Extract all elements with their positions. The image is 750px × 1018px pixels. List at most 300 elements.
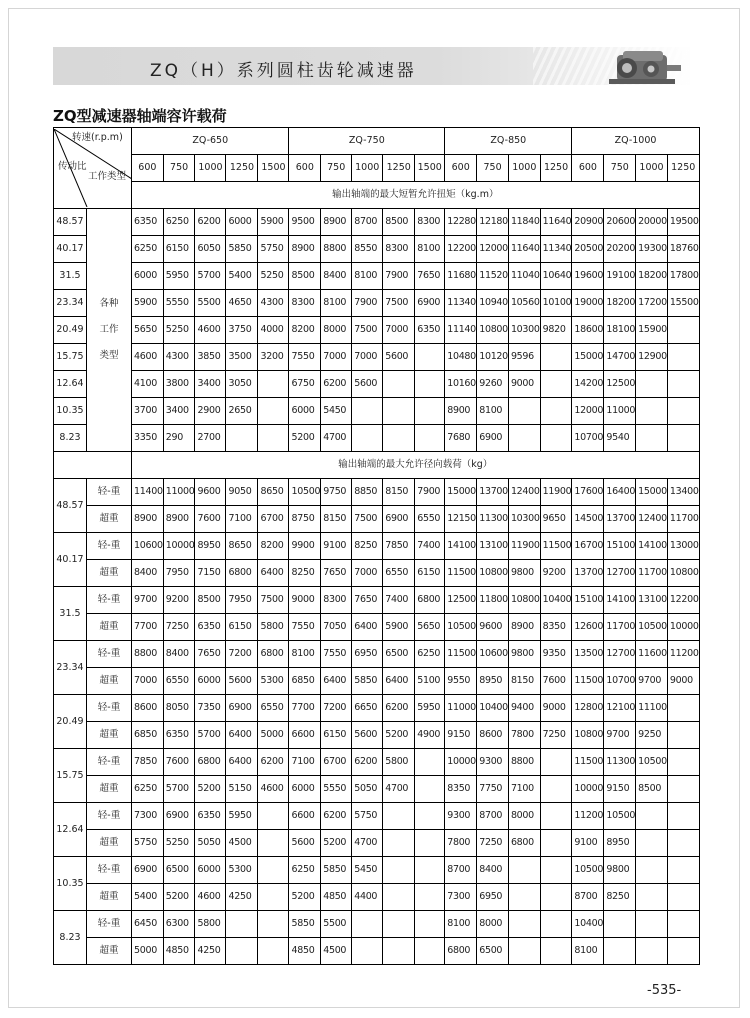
value-cell: 10160 bbox=[445, 371, 477, 398]
value-cell: 8700 bbox=[352, 209, 383, 236]
value-cell: 5700 bbox=[163, 776, 195, 803]
value-cell: 20000 bbox=[636, 209, 668, 236]
torque-row bbox=[54, 398, 700, 425]
page-header-title: ZQ（H）系列圆柱齿轮减速器 bbox=[150, 61, 417, 81]
value-cell: 5550 bbox=[321, 776, 352, 803]
value-cell: 3500 bbox=[226, 344, 258, 371]
value-cell: 5550 bbox=[163, 290, 195, 317]
value-cell: 19000 bbox=[572, 290, 604, 317]
work-type-cell: 轻-重 bbox=[87, 587, 132, 614]
value-cell: 6700 bbox=[321, 749, 352, 776]
ratio-cell: 40.17 bbox=[54, 533, 87, 587]
value-cell: 18200 bbox=[604, 290, 636, 317]
work-type-cell: 轻-重 bbox=[87, 479, 132, 506]
value-cell: 4850 bbox=[321, 884, 352, 911]
value-cell bbox=[667, 911, 699, 938]
value-cell: 5050 bbox=[352, 776, 383, 803]
value-cell: 7000 bbox=[352, 560, 383, 587]
value-cell: 8100 bbox=[321, 290, 352, 317]
value-cell: 8150 bbox=[508, 668, 540, 695]
value-cell: 17600 bbox=[572, 479, 604, 506]
value-cell: 9000 bbox=[508, 371, 540, 398]
model-header: ZQ-1000 bbox=[572, 128, 699, 155]
value-cell: 8650 bbox=[258, 479, 289, 506]
value-cell bbox=[258, 371, 289, 398]
value-cell: 10560 bbox=[508, 290, 540, 317]
value-cell: 11500 bbox=[445, 641, 477, 668]
ratio-cell: 48.57 bbox=[54, 479, 87, 533]
value-cell: 4500 bbox=[321, 938, 352, 965]
value-cell bbox=[352, 398, 383, 425]
value-cell bbox=[667, 722, 699, 749]
value-cell: 6950 bbox=[352, 641, 383, 668]
value-cell: 7600 bbox=[540, 668, 572, 695]
value-cell: 12700 bbox=[604, 560, 636, 587]
value-cell: 7750 bbox=[477, 776, 509, 803]
value-cell: 11300 bbox=[477, 506, 509, 533]
value-cell bbox=[508, 398, 540, 425]
value-cell: 11500 bbox=[572, 749, 604, 776]
value-cell: 12500 bbox=[445, 587, 477, 614]
value-cell bbox=[540, 425, 572, 452]
value-cell: 9650 bbox=[540, 506, 572, 533]
value-cell bbox=[636, 830, 668, 857]
value-cell: 9540 bbox=[604, 425, 636, 452]
radial-row bbox=[54, 938, 700, 965]
radial-row bbox=[54, 641, 700, 668]
load-table-wrapper bbox=[53, 127, 700, 965]
value-cell: 6250 bbox=[289, 857, 321, 884]
value-cell: 6450 bbox=[132, 911, 164, 938]
value-cell: 5900 bbox=[383, 614, 415, 641]
value-cell: 20900 bbox=[572, 209, 604, 236]
work-type-cell: 轻-重 bbox=[87, 749, 132, 776]
ratio-cell: 12.64 bbox=[54, 371, 87, 398]
value-cell: 11100 bbox=[636, 695, 668, 722]
value-cell: 10400 bbox=[540, 587, 572, 614]
value-cell bbox=[540, 398, 572, 425]
value-cell: 9600 bbox=[195, 479, 226, 506]
value-cell: 7900 bbox=[415, 479, 445, 506]
value-cell: 7500 bbox=[383, 290, 415, 317]
value-cell: 8350 bbox=[445, 776, 477, 803]
value-cell bbox=[415, 776, 445, 803]
value-cell: 4500 bbox=[226, 830, 258, 857]
value-cell: 6750 bbox=[289, 371, 321, 398]
value-cell: 4900 bbox=[415, 722, 445, 749]
value-cell: 5000 bbox=[258, 722, 289, 749]
work-type-cell: 超重 bbox=[87, 722, 132, 749]
value-cell: 6400 bbox=[352, 614, 383, 641]
value-cell: 16700 bbox=[572, 533, 604, 560]
value-cell: 19600 bbox=[572, 263, 604, 290]
value-cell bbox=[667, 398, 699, 425]
value-cell: 14200 bbox=[572, 371, 604, 398]
value-cell: 9300 bbox=[445, 803, 477, 830]
ratio-label: 传动比 bbox=[58, 161, 87, 172]
value-cell: 7250 bbox=[540, 722, 572, 749]
value-cell: 12200 bbox=[445, 236, 477, 263]
value-cell: 15000 bbox=[572, 344, 604, 371]
work-type-cell: 超重 bbox=[87, 506, 132, 533]
value-cell: 8300 bbox=[383, 236, 415, 263]
value-cell: 3700 bbox=[132, 398, 164, 425]
value-cell: 10800 bbox=[477, 317, 509, 344]
radial-row bbox=[54, 614, 700, 641]
value-cell: 11500 bbox=[572, 668, 604, 695]
value-cell: 9900 bbox=[289, 533, 321, 560]
value-cell: 4250 bbox=[226, 884, 258, 911]
ratio-cell: 31.5 bbox=[54, 587, 87, 641]
torque-banner: 输出轴端的最大短暂允许扭矩（kg.m） bbox=[132, 182, 700, 209]
value-cell: 8200 bbox=[289, 317, 321, 344]
value-cell: 6650 bbox=[352, 695, 383, 722]
torque-row bbox=[54, 425, 700, 452]
radial-row bbox=[54, 884, 700, 911]
value-cell: 6400 bbox=[383, 668, 415, 695]
value-cell: 8800 bbox=[508, 749, 540, 776]
value-cell: 6500 bbox=[163, 857, 195, 884]
value-cell: 6500 bbox=[383, 641, 415, 668]
value-cell bbox=[667, 695, 699, 722]
value-cell: 8100 bbox=[445, 911, 477, 938]
radial-row bbox=[54, 857, 700, 884]
value-cell: 6900 bbox=[163, 803, 195, 830]
value-cell: 6000 bbox=[289, 398, 321, 425]
value-cell: 5250 bbox=[163, 317, 195, 344]
value-cell: 6900 bbox=[226, 695, 258, 722]
value-cell bbox=[667, 776, 699, 803]
value-cell: 6350 bbox=[163, 722, 195, 749]
torque-row bbox=[54, 344, 700, 371]
value-cell bbox=[258, 425, 289, 452]
value-cell bbox=[415, 749, 445, 776]
value-cell: 4600 bbox=[195, 884, 226, 911]
work-type-text: 类型 bbox=[99, 350, 119, 361]
radial-row bbox=[54, 668, 700, 695]
value-cell: 7950 bbox=[163, 560, 195, 587]
value-cell: 18760 bbox=[667, 236, 699, 263]
value-cell: 8300 bbox=[321, 587, 352, 614]
value-cell: 8050 bbox=[163, 695, 195, 722]
value-cell: 11680 bbox=[445, 263, 477, 290]
work-type-label: 工作类型 bbox=[88, 171, 127, 182]
value-cell: 6800 bbox=[258, 641, 289, 668]
value-cell: 11200 bbox=[572, 803, 604, 830]
value-cell: 5950 bbox=[163, 263, 195, 290]
work-type-cell: 超重 bbox=[87, 776, 132, 803]
value-cell: 5800 bbox=[195, 911, 226, 938]
value-cell: 6850 bbox=[132, 722, 164, 749]
value-cell: 11500 bbox=[540, 533, 572, 560]
value-cell: 14100 bbox=[604, 587, 636, 614]
value-cell bbox=[258, 830, 289, 857]
value-cell: 6200 bbox=[321, 803, 352, 830]
value-cell: 7500 bbox=[352, 317, 383, 344]
value-cell: 10700 bbox=[572, 425, 604, 452]
page-number: -535- bbox=[647, 983, 682, 998]
speed-label: 转速(r.p.m) bbox=[72, 132, 123, 143]
value-cell: 5150 bbox=[226, 776, 258, 803]
value-cell bbox=[636, 938, 668, 965]
value-cell bbox=[540, 938, 572, 965]
table-corner-cell bbox=[54, 128, 132, 209]
value-cell: 6000 bbox=[195, 857, 226, 884]
value-cell: 8900 bbox=[163, 506, 195, 533]
value-cell: 5750 bbox=[132, 830, 164, 857]
value-cell: 6950 bbox=[477, 884, 509, 911]
speed-header: 1250 bbox=[540, 155, 572, 182]
value-cell bbox=[258, 803, 289, 830]
value-cell: 5850 bbox=[321, 857, 352, 884]
value-cell: 8100 bbox=[572, 938, 604, 965]
value-cell: 9150 bbox=[604, 776, 636, 803]
value-cell bbox=[540, 776, 572, 803]
value-cell: 5600 bbox=[226, 668, 258, 695]
value-cell: 10600 bbox=[477, 641, 509, 668]
value-cell bbox=[604, 938, 636, 965]
value-cell: 6850 bbox=[289, 668, 321, 695]
value-cell bbox=[540, 830, 572, 857]
value-cell bbox=[352, 911, 383, 938]
value-cell: 5800 bbox=[383, 749, 415, 776]
value-cell: 10400 bbox=[477, 695, 509, 722]
value-cell: 7800 bbox=[445, 830, 477, 857]
value-cell: 6250 bbox=[132, 236, 164, 263]
value-cell bbox=[508, 425, 540, 452]
value-cell: 9100 bbox=[572, 830, 604, 857]
value-cell bbox=[540, 884, 572, 911]
value-cell: 9000 bbox=[540, 695, 572, 722]
value-cell: 7650 bbox=[321, 560, 352, 587]
value-cell: 6150 bbox=[321, 722, 352, 749]
value-cell: 8100 bbox=[289, 641, 321, 668]
value-cell: 13700 bbox=[572, 560, 604, 587]
torque-row bbox=[54, 290, 700, 317]
value-cell: 8300 bbox=[289, 290, 321, 317]
value-cell: 7350 bbox=[195, 695, 226, 722]
radial-row bbox=[54, 776, 700, 803]
value-cell bbox=[415, 857, 445, 884]
value-cell: 20600 bbox=[604, 209, 636, 236]
value-cell: 9200 bbox=[163, 587, 195, 614]
ratio-cell: 40.17 bbox=[54, 236, 87, 263]
model-header: ZQ-750 bbox=[289, 128, 445, 155]
speed-header: 1500 bbox=[415, 155, 445, 182]
value-cell: 6200 bbox=[258, 749, 289, 776]
value-cell: 9250 bbox=[636, 722, 668, 749]
value-cell: 12000 bbox=[572, 398, 604, 425]
value-cell: 5650 bbox=[132, 317, 164, 344]
value-cell: 6550 bbox=[415, 506, 445, 533]
value-cell bbox=[508, 884, 540, 911]
speed-header: 600 bbox=[445, 155, 477, 182]
ratio-cell: 20.49 bbox=[54, 695, 87, 749]
value-cell bbox=[383, 857, 415, 884]
radial-row bbox=[54, 911, 700, 938]
value-cell bbox=[226, 425, 258, 452]
value-cell: 5700 bbox=[195, 263, 226, 290]
value-cell: 8200 bbox=[258, 533, 289, 560]
value-cell: 2650 bbox=[226, 398, 258, 425]
value-cell: 7100 bbox=[226, 506, 258, 533]
value-cell: 7600 bbox=[195, 506, 226, 533]
value-cell bbox=[540, 749, 572, 776]
value-cell: 11140 bbox=[445, 317, 477, 344]
value-cell: 19100 bbox=[604, 263, 636, 290]
value-cell: 7300 bbox=[445, 884, 477, 911]
value-cell: 12500 bbox=[604, 371, 636, 398]
ratio-cell: 12.64 bbox=[54, 803, 87, 857]
value-cell: 8400 bbox=[321, 263, 352, 290]
value-cell: 7650 bbox=[352, 587, 383, 614]
radial-row bbox=[54, 587, 700, 614]
value-cell: 9000 bbox=[289, 587, 321, 614]
value-cell: 5950 bbox=[415, 695, 445, 722]
value-cell: 10600 bbox=[132, 533, 164, 560]
value-cell: 6250 bbox=[132, 776, 164, 803]
value-cell bbox=[667, 884, 699, 911]
value-cell bbox=[636, 371, 668, 398]
value-cell: 6800 bbox=[415, 587, 445, 614]
torque-work-type-cell bbox=[87, 209, 132, 452]
speed-header: 1000 bbox=[636, 155, 668, 182]
value-cell: 10800 bbox=[667, 560, 699, 587]
value-cell: 7950 bbox=[226, 587, 258, 614]
work-type-cell: 超重 bbox=[87, 938, 132, 965]
value-cell: 9300 bbox=[477, 749, 509, 776]
value-cell: 6000 bbox=[289, 776, 321, 803]
radial-row bbox=[54, 506, 700, 533]
value-cell bbox=[540, 803, 572, 830]
value-cell: 6250 bbox=[163, 209, 195, 236]
value-cell bbox=[636, 803, 668, 830]
value-cell: 2700 bbox=[195, 425, 226, 452]
value-cell: 7500 bbox=[352, 506, 383, 533]
value-cell bbox=[415, 938, 445, 965]
value-cell bbox=[383, 938, 415, 965]
value-cell: 10500 bbox=[636, 614, 668, 641]
value-cell: 11300 bbox=[604, 749, 636, 776]
ratio-cell: 23.34 bbox=[54, 641, 87, 695]
value-cell: 5850 bbox=[226, 236, 258, 263]
value-cell: 8400 bbox=[477, 857, 509, 884]
value-cell: 8000 bbox=[508, 803, 540, 830]
value-cell: 3800 bbox=[163, 371, 195, 398]
value-cell: 6350 bbox=[415, 317, 445, 344]
work-type-cell: 超重 bbox=[87, 614, 132, 641]
value-cell: 6550 bbox=[258, 695, 289, 722]
value-cell: 4650 bbox=[226, 290, 258, 317]
value-cell: 5750 bbox=[258, 236, 289, 263]
value-cell: 9350 bbox=[540, 641, 572, 668]
value-cell: 8800 bbox=[132, 641, 164, 668]
value-cell bbox=[667, 749, 699, 776]
value-cell: 7800 bbox=[508, 722, 540, 749]
value-cell: 8000 bbox=[321, 317, 352, 344]
value-cell: 10640 bbox=[540, 263, 572, 290]
value-cell: 6200 bbox=[352, 749, 383, 776]
value-cell: 11700 bbox=[604, 614, 636, 641]
value-cell: 6600 bbox=[289, 803, 321, 830]
radial-row bbox=[54, 479, 700, 506]
value-cell: 5400 bbox=[226, 263, 258, 290]
value-cell: 5600 bbox=[289, 830, 321, 857]
value-cell: 4100 bbox=[132, 371, 164, 398]
work-type-cell: 轻-重 bbox=[87, 803, 132, 830]
value-cell: 7400 bbox=[415, 533, 445, 560]
value-cell: 20500 bbox=[572, 236, 604, 263]
value-cell: 15000 bbox=[636, 479, 668, 506]
value-cell: 12400 bbox=[508, 479, 540, 506]
value-cell: 11800 bbox=[477, 587, 509, 614]
value-cell: 11400 bbox=[132, 479, 164, 506]
value-cell: 7000 bbox=[321, 344, 352, 371]
value-cell: 6000 bbox=[226, 209, 258, 236]
value-cell: 9800 bbox=[508, 560, 540, 587]
value-cell: 10120 bbox=[477, 344, 509, 371]
value-cell: 13100 bbox=[477, 533, 509, 560]
value-cell: 5700 bbox=[195, 722, 226, 749]
speed-header: 1250 bbox=[226, 155, 258, 182]
value-cell: 5500 bbox=[321, 911, 352, 938]
value-cell: 5000 bbox=[132, 938, 164, 965]
value-cell bbox=[226, 911, 258, 938]
value-cell bbox=[636, 425, 668, 452]
value-cell: 8250 bbox=[604, 884, 636, 911]
value-cell: 9050 bbox=[226, 479, 258, 506]
radial-row bbox=[54, 560, 700, 587]
speed-header: 1000 bbox=[195, 155, 226, 182]
value-cell: 8900 bbox=[289, 236, 321, 263]
value-cell: 20200 bbox=[604, 236, 636, 263]
value-cell: 7250 bbox=[477, 830, 509, 857]
speed-header: 750 bbox=[477, 155, 509, 182]
radial-row bbox=[54, 533, 700, 560]
torque-row bbox=[54, 371, 700, 398]
value-cell: 10480 bbox=[445, 344, 477, 371]
value-cell bbox=[667, 938, 699, 965]
value-cell bbox=[383, 830, 415, 857]
value-cell: 8950 bbox=[195, 533, 226, 560]
value-cell: 6350 bbox=[195, 803, 226, 830]
value-cell: 7000 bbox=[352, 344, 383, 371]
value-cell: 6150 bbox=[163, 236, 195, 263]
value-cell: 5600 bbox=[383, 344, 415, 371]
value-cell: 8600 bbox=[477, 722, 509, 749]
value-cell: 5450 bbox=[321, 398, 352, 425]
value-cell bbox=[540, 911, 572, 938]
radial-row bbox=[54, 830, 700, 857]
torque-row bbox=[54, 317, 700, 344]
value-cell: 5300 bbox=[258, 668, 289, 695]
value-cell: 9800 bbox=[508, 641, 540, 668]
ratio-cell: 20.49 bbox=[54, 317, 87, 344]
value-cell bbox=[667, 425, 699, 452]
value-cell: 11200 bbox=[667, 641, 699, 668]
value-cell: 6400 bbox=[226, 722, 258, 749]
speed-header: 750 bbox=[604, 155, 636, 182]
value-cell: 11900 bbox=[508, 533, 540, 560]
value-cell: 10700 bbox=[604, 668, 636, 695]
value-cell: 5250 bbox=[163, 830, 195, 857]
value-cell: 6150 bbox=[415, 560, 445, 587]
value-cell: 9000 bbox=[667, 668, 699, 695]
value-cell: 13000 bbox=[667, 533, 699, 560]
value-cell: 6400 bbox=[321, 668, 352, 695]
value-cell: 15100 bbox=[604, 533, 636, 560]
value-cell: 7550 bbox=[289, 344, 321, 371]
